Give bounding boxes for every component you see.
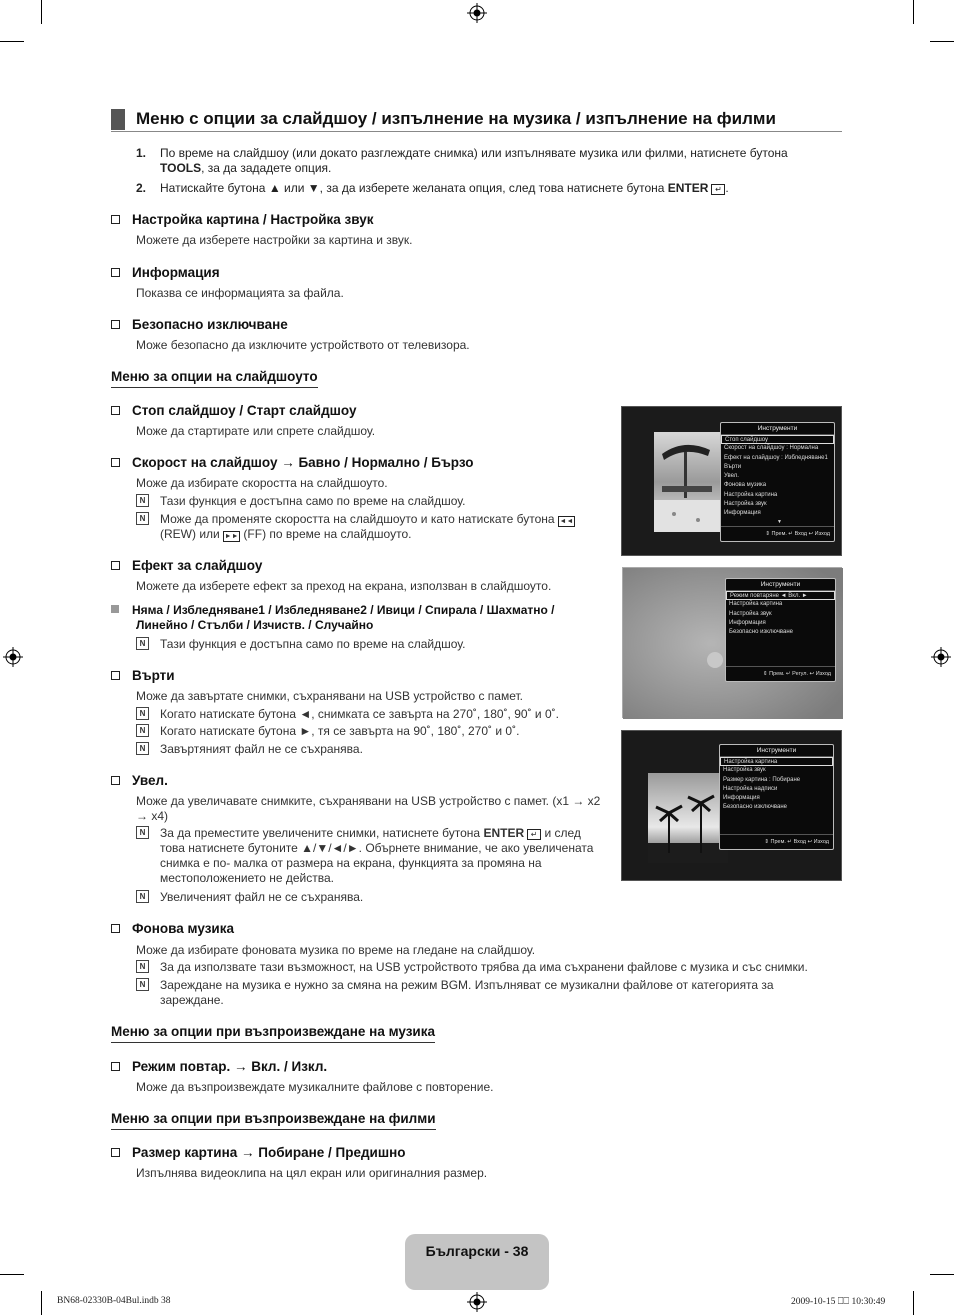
tools-menu xyxy=(725,578,836,682)
note-icon: N xyxy=(136,724,149,737)
option-description: Може да завъртате снимки, съхранявани на USB устройство с памет. xyxy=(136,689,523,703)
option-heading: Безопасно изключване xyxy=(111,317,288,332)
option-description: Можете да изберете настройки за картина и звук. xyxy=(136,233,413,247)
ff-button-icon: ►► xyxy=(224,533,239,540)
checkbox-bullet-icon xyxy=(111,458,120,467)
menu-footer: ⇕ Прем. ↵ Вход ↩ Изход xyxy=(720,834,833,849)
menu-item[interactable]: Настройка надписи xyxy=(723,785,778,792)
menu-item[interactable]: Увел. xyxy=(724,473,739,480)
crop-mark xyxy=(913,0,914,24)
menu-item[interactable]: Стоп слайдшоу xyxy=(721,435,834,444)
tv-screenshot-slideshow xyxy=(621,406,842,556)
effect-options: Няма / Избледняване1 / Избледняване2 / Ивици / Спирала / Шахматно / xyxy=(111,603,555,618)
option-heading: Стоп слайдшоу / Старт слайдшоу xyxy=(111,403,356,418)
note-icon: N xyxy=(136,742,149,755)
section-title: Меню за опции на слайдшоуто xyxy=(111,369,318,388)
crop-mark xyxy=(41,1291,42,1315)
option-description: Може да стартирате или спрете слайдшоу. xyxy=(136,424,376,438)
registration-mark-icon xyxy=(3,647,23,667)
note-icon: N xyxy=(136,494,149,507)
menu-title: Инструменти xyxy=(720,745,833,757)
note: N Тази функция е достъпна само по време на слайдшоу. xyxy=(136,494,606,509)
crop-mark xyxy=(913,1291,914,1315)
checkbox-bullet-icon xyxy=(111,268,120,277)
section-title: Меню за опции при възпроизвеждане на музика xyxy=(111,1024,435,1043)
page-title: Меню с опции за слайдшоу / изпълнение на музика / изпълнение на филми xyxy=(136,109,776,128)
tools-menu xyxy=(720,422,835,542)
step-number: 2. xyxy=(136,181,147,195)
tv-screenshot-music xyxy=(622,567,842,718)
checkbox-bullet-icon xyxy=(111,1062,120,1071)
crop-mark xyxy=(930,41,954,42)
print-info-left: BN68-02330B-04Bul.indb 38 xyxy=(57,1296,171,1306)
checkbox-bullet-icon xyxy=(111,924,120,933)
step-number: 1. xyxy=(136,146,147,160)
menu-item[interactable]: Информация xyxy=(729,619,766,626)
effect-options: Линейно / Стълби / Изчиств. / Случайно xyxy=(136,618,374,632)
menu-item[interactable]: Върти xyxy=(724,463,742,470)
menu-item[interactable]: Фонова музика xyxy=(724,482,767,489)
option-description: Показва се информацията за файла. xyxy=(136,286,344,300)
checkbox-bullet-icon xyxy=(111,671,120,680)
option-heading: Информация xyxy=(111,265,220,280)
menu-item[interactable]: Настройка картина xyxy=(729,601,783,608)
checkbox-bullet-icon xyxy=(111,561,120,570)
checkbox-bullet-icon xyxy=(111,1148,120,1157)
crop-mark xyxy=(0,1274,24,1275)
title-marker xyxy=(111,109,125,130)
option-description: Може да увеличавате снимките, съхранявани на USB устройство с памет. (x1 → x2 → x4) xyxy=(136,794,601,823)
registration-mark-icon xyxy=(467,1292,487,1312)
palm-photo-icon xyxy=(648,773,728,863)
note: N Когато натискате бутона ►, тя се завърта на 90˚, 180˚, 270˚ и 0˚. xyxy=(136,724,606,739)
note: N Увеличеният файл не се съхранява. xyxy=(136,890,606,905)
enter-icon: ↵ xyxy=(527,829,541,840)
section-title: Меню за опции при възпроизвеждане на филми xyxy=(111,1111,436,1130)
option-heading: Режим повтар. → Вкл. / Изкл. xyxy=(111,1059,327,1074)
page-title-bar xyxy=(111,109,842,132)
option-heading: Скорост на слайдшоу → Бавно / Нормално / Бързо xyxy=(111,455,473,470)
menu-item[interactable]: Настройка звук xyxy=(723,767,766,774)
option-description: Изпълнява видеоклипа на цял екран или оригиналния размер. xyxy=(136,1166,488,1180)
option-description: Може безопасно да изключите устройството от телевизора. xyxy=(136,338,470,352)
crop-mark xyxy=(41,0,42,24)
note: N Може да променяте скоростта на слайдшоуто и като натискате бутона ◄◄ (REW) или ►► (FF) по време на слайдшоуто. xyxy=(136,512,606,542)
menu-item[interactable]: Настройка картина xyxy=(724,491,778,498)
tv-screenshot-movie xyxy=(621,730,842,881)
note-icon: N xyxy=(136,826,149,839)
note: N За да използвате тази възможност, на USB устройството трябва да има съхранени файлове с музика и със снимки. xyxy=(136,960,836,975)
menu-item[interactable]: Настройка звук xyxy=(724,501,767,508)
crop-mark xyxy=(0,41,24,42)
enter-icon: ↵ xyxy=(711,184,725,195)
menu-item[interactable]: Режим повтаряне ◄ Вкл. ► xyxy=(726,591,835,600)
option-heading: Размер картина → Побиране / Предишно xyxy=(111,1145,406,1160)
registration-mark-icon xyxy=(931,647,951,667)
note-icon: N xyxy=(136,707,149,720)
menu-item[interactable]: Информация xyxy=(723,795,760,802)
note: N Зареждане на музика е нужно за смяна на режим BGM. Изпълняват се музикални файлове от категорията за зареждане. xyxy=(136,978,836,1008)
option-heading: Ефект за слайдшоу xyxy=(111,558,262,573)
menu-item[interactable]: Ефект на слайдшоу : Избледняване1 xyxy=(724,454,828,461)
menu-footer: ⇕ Прем. ↵ Вход ↩ Изход xyxy=(721,526,834,541)
note: N Завъртяният файл не се съхранява. xyxy=(136,742,606,757)
beach-photo-icon xyxy=(654,432,726,532)
menu-item[interactable]: Скорост на слайдшоу : Нормална xyxy=(724,445,819,452)
note-icon: N xyxy=(136,890,149,903)
menu-item[interactable]: Безопасно изключване xyxy=(729,629,793,636)
menu-title: Инструменти xyxy=(721,423,834,435)
menu-item[interactable]: Размер картина : Побиране xyxy=(723,776,801,783)
menu-item[interactable]: Настройка картина xyxy=(720,757,833,766)
menu-item[interactable]: Информация xyxy=(724,510,761,517)
checkbox-bullet-icon xyxy=(111,320,120,329)
page-number-tab xyxy=(405,1234,549,1290)
page-number: Български - 38 xyxy=(425,1243,529,1259)
note: N Когато натискате бутона ◄, снимката се завърта на 270˚, 180˚, 90˚ и 0˚. xyxy=(136,707,606,722)
menu-footer: ⇕ Прем. ↵ Регул. ↩ Изход xyxy=(726,666,835,681)
note-icon: N xyxy=(136,978,149,991)
note-icon: N xyxy=(136,512,149,525)
option-description: Можете да изберете ефект за преход на екрана, използван в слайдшоуто. xyxy=(136,579,552,593)
option-heading: Настройка картина / Настройка звук xyxy=(111,212,373,227)
print-info-right: 2009-10-15 ⎕⎕ 10:30:49 xyxy=(791,1297,886,1307)
scroll-down-icon: ▼ xyxy=(777,519,782,525)
menu-title: Инструменти xyxy=(726,579,835,591)
note: N Тази функция е достъпна само по време на слайдшоу. xyxy=(136,637,606,652)
tools-menu xyxy=(719,744,834,850)
square-bullet-icon xyxy=(111,605,119,613)
note: N За да преместите увеличените снимки, натиснете бутона ENTER ↵ и след това натиснете бутоните ▲/▼/◄/►. Обърнете внимание, че ако увеличената снимка е по- малка от размера на екрана, функцията за промяна на местоположението не действа. xyxy=(136,826,611,888)
checkbox-bullet-icon xyxy=(111,776,120,785)
checkbox-bullet-icon xyxy=(111,406,120,415)
menu-item[interactable]: Настройка звук xyxy=(729,610,772,617)
option-heading: Увел. xyxy=(111,773,168,788)
option-heading: Върти xyxy=(111,668,175,683)
option-description: Може да избирате скоростта на слайдшоуто. xyxy=(136,476,388,490)
note-icon: N xyxy=(136,960,149,973)
option-description: Може да избирате фоновата музика по време на гледане на слайдшоу. xyxy=(136,943,536,957)
crop-mark xyxy=(930,1274,954,1275)
menu-item[interactable]: Безопасно изключване xyxy=(723,804,787,811)
option-description: Може да възпроизвеждате музикалните файлове с повторение. xyxy=(136,1080,494,1094)
checkbox-bullet-icon xyxy=(111,215,120,224)
rew-button-icon: ◄◄ xyxy=(559,518,574,525)
note-icon: N xyxy=(136,637,149,650)
registration-mark-icon xyxy=(467,3,487,23)
option-heading: Фонова музика xyxy=(111,921,234,936)
